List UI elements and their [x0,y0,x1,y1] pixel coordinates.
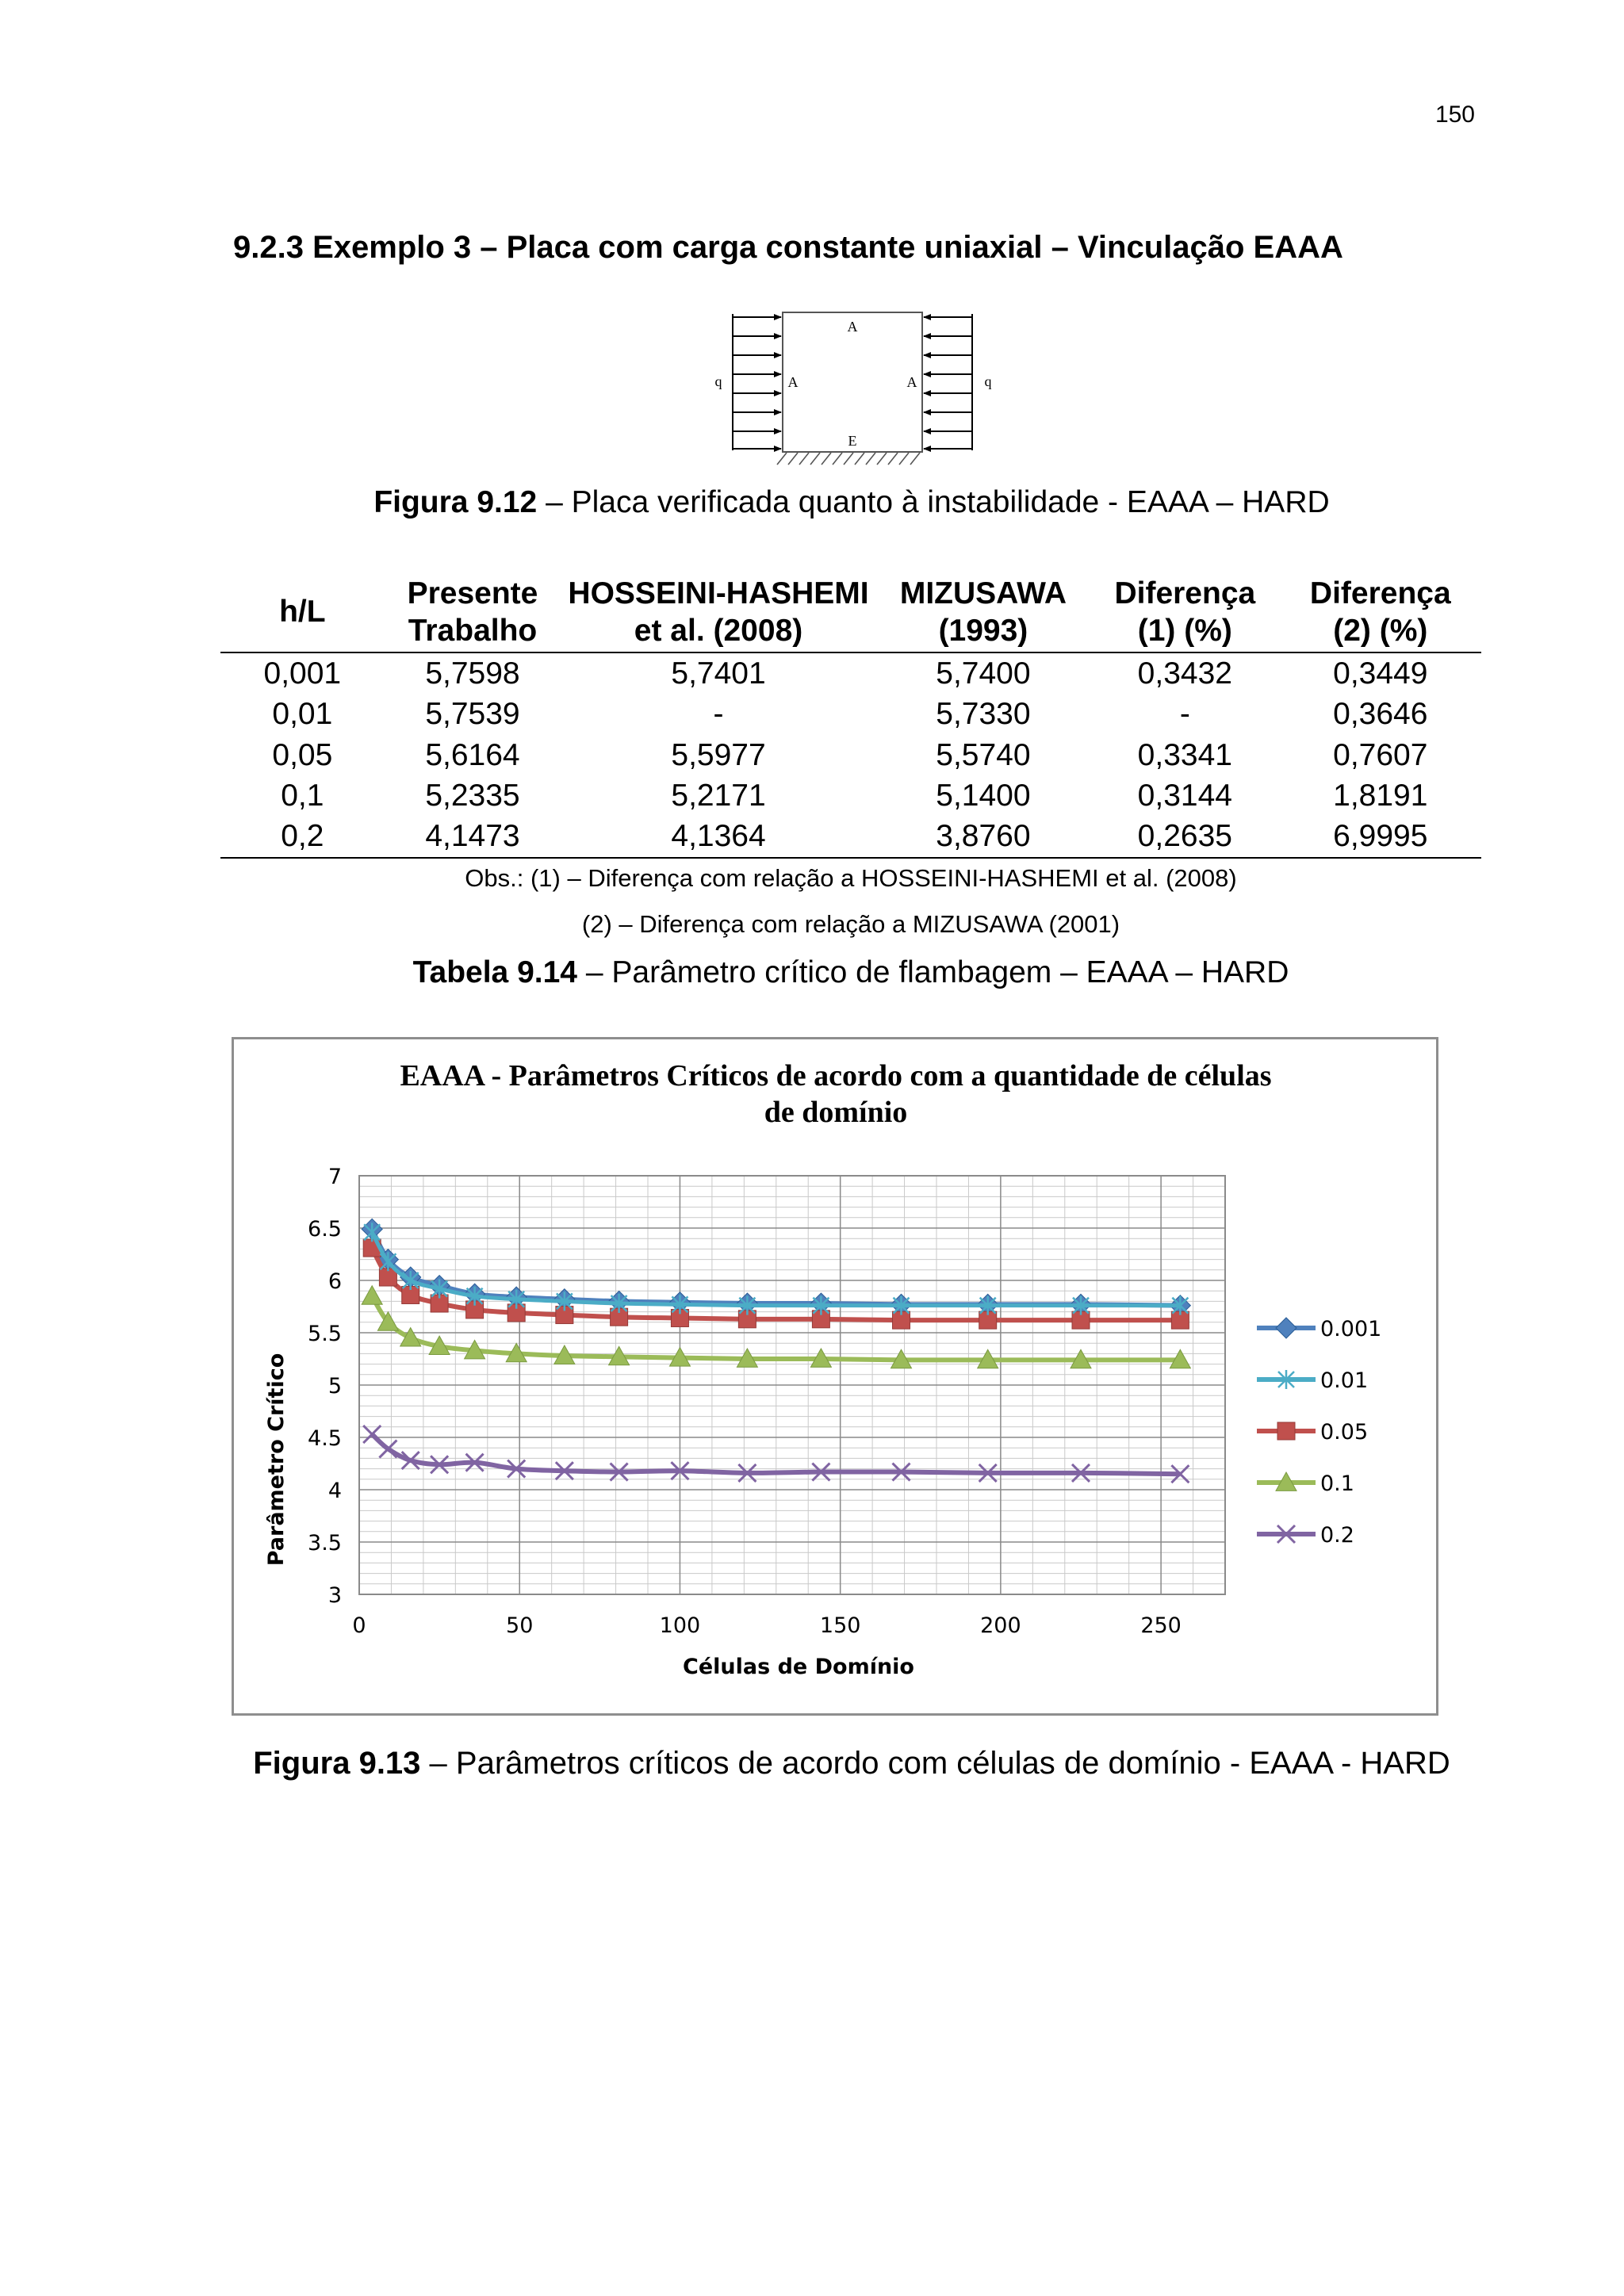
hatch-line [810,453,820,465]
table-note-2: (2) – Diferença com relação a MIZUSAWA (2001) [581,910,1120,938]
table-note-1: Obs.: (1) – Diferença com relação a HOSSEINI-HASHEMI et al. (2008) [465,864,1237,892]
data-point-0.05 [379,1269,396,1286]
hatch-line [910,453,920,465]
cell-diff1: 0,3432 [1137,656,1232,691]
table-row [220,694,1481,734]
x-tick-label: 250 [1140,1613,1182,1638]
legend-marker [1277,1422,1295,1440]
edge-label-top: A [847,319,858,335]
plate-diagram [690,301,1007,476]
legend-label: 0.1 [1320,1471,1354,1496]
hatch-line [822,453,831,465]
chart-title-line-2: de domínio [764,1096,908,1129]
cell-diff1: 0,3341 [1137,737,1232,772]
cell-diff2: 1,8191 [1333,779,1428,813]
legend-marker [1276,1318,1297,1338]
cell-mizusawa: 5,1400 [936,779,1031,813]
table-row [220,816,1481,857]
cell-hl: 0,01 [272,697,333,732]
cell-hosseini: - [713,697,724,732]
hatch-line [799,453,809,465]
cell-diff1: 0,2635 [1090,816,1280,857]
y-tick-label: 4 [327,1479,342,1503]
table-row [220,735,1481,775]
page-number: 150 [1434,101,1475,128]
load-label-right: q [984,373,992,389]
cell-diff2: 6,9995 [1280,816,1481,857]
table-header-row [220,576,1481,652]
results-table [220,576,1481,859]
legend-label: 0.05 [1320,1420,1369,1445]
cell-mizusawa: 5,5740 [936,737,1031,772]
table-row [220,775,1481,816]
table-row [220,652,1481,694]
legend-label: 0.2 [1320,1523,1354,1548]
data-point-0.2 [379,1441,396,1458]
hatch-line [888,453,898,465]
right-load-arrows [924,317,972,449]
header-hosseini-hashemi: HOSSEINI-HASHEMI et al. (2008) [561,576,876,652]
cell-hl: 0,001 [263,656,342,691]
hatch-line [877,453,887,465]
y-tick-label: 6.5 [308,1217,342,1242]
y-tick-label: 7 [327,1165,342,1189]
legend-item-0.2 [1257,1523,1354,1548]
legend-item-0.001 [1257,1317,1381,1341]
cell-mizusawa: 3,8760 [876,816,1090,857]
hatch-line [833,453,842,465]
table-14-label: Tabela 9.14 [412,955,577,989]
hatch-line [844,453,853,465]
y-tick-label: 3 [327,1583,342,1608]
y-tick-label: 4.5 [308,1426,342,1451]
section-heading: 9.2.3 Exemplo 3 – Placa com carga constante uniaxial – Vinculação EAAA [233,230,1343,265]
load-label-left: q [714,373,722,389]
chart-legend [1257,1317,1381,1548]
header-hl: h/L [220,576,385,652]
chart-grid [359,1176,1225,1594]
figure-13-text: – Parâmetros críticos de acordo com células de domínio - EAAA - HARD [420,1746,1450,1781]
legend-label: 0.001 [1320,1317,1382,1341]
cell-mizusawa: 5,7330 [936,697,1031,732]
hatch-line [855,453,864,465]
chart-axes [308,1165,1182,1638]
y-tick-label: 6 [327,1269,342,1294]
x-tick-label: 50 [506,1613,534,1638]
legend-label: 0.01 [1320,1368,1369,1393]
cell-presente: 5,7539 [425,697,520,732]
x-axis-label: Células de Domínio [683,1655,914,1679]
hatch-line [899,453,909,465]
cell-hosseini: 4,1364 [561,816,876,857]
left-load-arrows [733,317,781,449]
edge-label-bottom: E [848,433,857,449]
edge-label-left: A [787,374,799,390]
x-tick-label: 150 [819,1613,861,1638]
cell-diff2: 0,7607 [1333,737,1428,772]
cell-presente: 5,7598 [425,656,520,691]
cell-diff2: 0,3449 [1333,656,1428,691]
legend-item-0.1 [1257,1471,1354,1496]
cell-hl: 0,1 [281,779,324,813]
legend-item-0.01 [1257,1368,1368,1393]
table-14-text: – Parâmetro crítico de flambagem – EAAA – HARD [577,955,1289,989]
clamped-edge-hatch [777,453,920,465]
cell-hl: 0,05 [272,737,333,772]
y-tick-label: 5 [327,1374,342,1399]
table-14-caption [220,955,1481,990]
cell-diff1: 0,3144 [1137,779,1232,813]
cell-presente: 5,6164 [425,737,520,772]
cell-presente: 4,1473 [385,816,561,857]
cell-diff1: - [1179,697,1190,732]
cell-hosseini: 5,5977 [671,737,766,772]
cell-presente: 5,2335 [425,779,520,813]
x-tick-label: 0 [352,1613,366,1638]
y-tick-label: 5.5 [308,1322,342,1346]
header-diferenca-2: Diferença (2) (%) [1280,576,1481,652]
cell-diff2: 0,3646 [1333,697,1428,732]
hatch-line [866,453,875,465]
x-tick-label: 100 [659,1613,701,1638]
edge-label-right: A [906,374,917,390]
figure-13-caption [233,1746,1470,1781]
legend-item-0.05 [1257,1420,1368,1445]
header-mizusawa: MIZUSAWA (1993) [876,576,1090,652]
data-point-0.2 [363,1425,381,1443]
line-chart [234,1039,1436,1713]
cell-hosseini: 5,2171 [671,779,766,813]
cell-hosseini: 5,7401 [671,656,766,691]
cell-mizusawa: 5,7400 [936,656,1031,691]
y-tick-label: 3.5 [308,1531,342,1556]
hatch-line [788,453,798,465]
header-presente-trabalho: Presente Trabalho [385,576,561,652]
chart-frame [232,1037,1438,1716]
header-diferenca-1: Diferença (1) (%) [1090,576,1280,652]
y-axis-label: Parâmetro Crítico [264,1353,289,1567]
data-point-0.1 [362,1286,382,1304]
chart-title-line-1: EAAA - Parâmetros Críticos de acordo com a quantidade de células [400,1059,1272,1093]
figure-12-text: – Placa verificada quanto à instabilidade - EAAA – HARD [537,485,1330,519]
figure-12-caption [233,485,1470,520]
figure-12-label: Figura 9.12 [373,485,538,519]
x-tick-label: 200 [980,1613,1021,1638]
hatch-line [777,453,787,465]
cell-hl: 0,2 [220,816,385,857]
figure-13-label: Figura 9.13 [253,1746,421,1781]
